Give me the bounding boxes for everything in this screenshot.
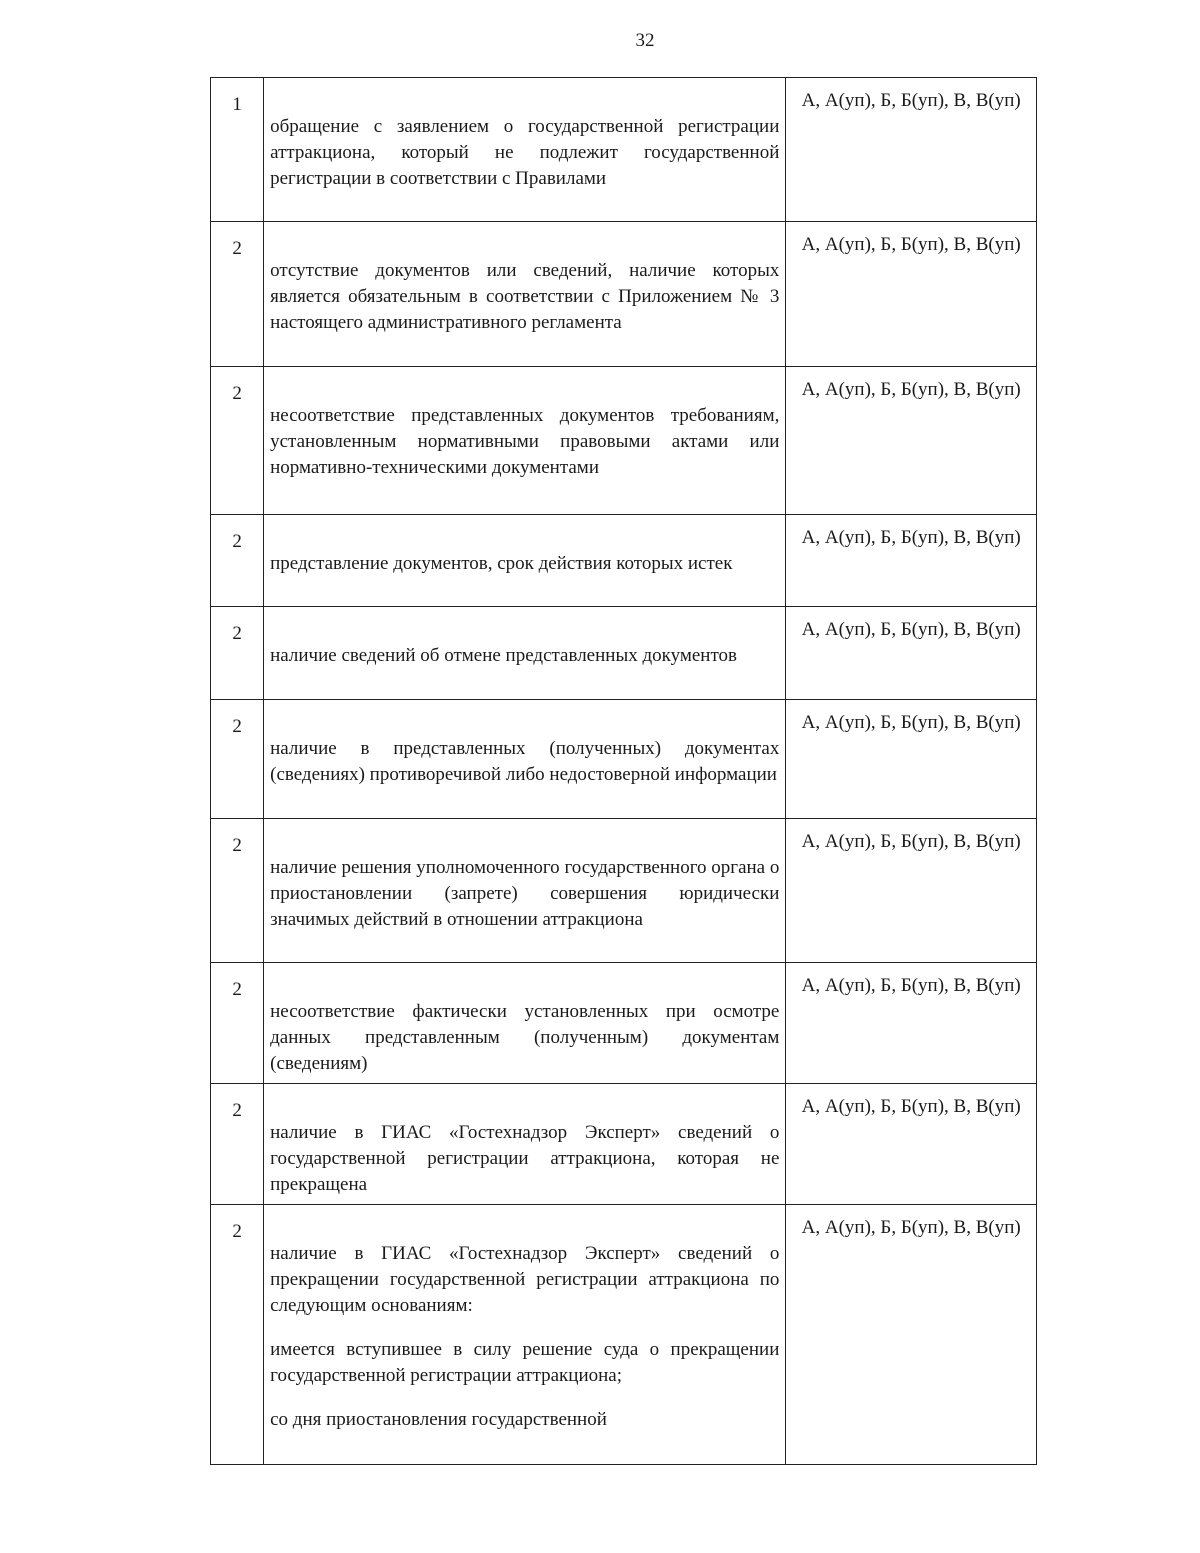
row-paragraph: несоответствие фактически установленных при осмотре данных представленным (полученным) документам (сведениям): [270, 1001, 780, 1074]
row-text: [264, 819, 786, 963]
row-categories: А, А(уп), Б, Б(уп), В, В(уп): [786, 963, 1037, 1084]
grounds-table: [210, 77, 1037, 1465]
row-text: [264, 1084, 786, 1205]
row-number: 2: [211, 515, 264, 607]
row-text: [264, 607, 786, 700]
row-categories: А, А(уп), Б, Б(уп), В, В(уп): [786, 515, 1037, 607]
row-number: 2: [211, 1084, 264, 1205]
row-categories: А, А(уп), Б, Б(уп), В, В(уп): [786, 700, 1037, 819]
table-row: [211, 607, 1037, 700]
row-paragraph: со дня приостановления государственной: [270, 1409, 607, 1430]
row-text: [264, 515, 786, 607]
row-paragraph: наличие в представленных (полученных) документах (сведениях) противоречивой либо недостоверной информации: [270, 738, 780, 785]
row-paragraph: наличие в ГИАС «Гостехнадзор Эксперт» сведений о государственной регистрации аттракциона, которая не прекращена: [270, 1122, 780, 1195]
row-text: [264, 78, 786, 222]
table-row: [211, 1084, 1037, 1205]
row-number: 2: [211, 367, 264, 515]
row-number: 2: [211, 819, 264, 963]
row-paragraph: обращение с заявлением о государственной регистрации аттракциона, который не подлежит государственной регистрации в соответствии с Правилами: [270, 116, 780, 189]
row-number: 2: [211, 222, 264, 367]
row-categories: А, А(уп), Б, Б(уп), В, В(уп): [786, 78, 1037, 222]
table-row: [211, 963, 1037, 1084]
table-row: [211, 1205, 1037, 1465]
row-number: 2: [211, 1205, 264, 1465]
row-number: 1: [211, 78, 264, 222]
table-row: [211, 222, 1037, 367]
row-number: 2: [211, 700, 264, 819]
row-paragraph: несоответствие представленных документов требованиям, установленным нормативными правовыми актами или нормативно-техническими документами: [270, 405, 780, 478]
row-text: [264, 367, 786, 515]
row-categories: А, А(уп), Б, Б(уп), В, В(уп): [786, 1205, 1037, 1465]
row-paragraph: наличие в ГИАС «Гостехнадзор Эксперт» сведений о прекращении государственной регистрации аттракциона по следующим основаниям:: [270, 1243, 780, 1316]
row-text: [264, 963, 786, 1084]
row-categories: А, А(уп), Б, Б(уп), В, В(уп): [786, 607, 1037, 700]
row-number: 2: [211, 963, 264, 1084]
row-paragraph: представление документов, срок действия которых истек: [270, 553, 733, 574]
table-row: [211, 78, 1037, 222]
row-paragraph: отсутствие документов или сведений, наличие которых является обязательным в соответствии с Приложением № 3 настоящего административного регламента: [270, 260, 780, 333]
row-categories: А, А(уп), Б, Б(уп), В, В(уп): [786, 1084, 1037, 1205]
row-text: [264, 700, 786, 819]
row-paragraph: наличие сведений об отмене представленных документов: [270, 645, 737, 666]
row-categories: А, А(уп), Б, Б(уп), В, В(уп): [786, 819, 1037, 963]
row-categories: А, А(уп), Б, Б(уп), В, В(уп): [786, 367, 1037, 515]
row-paragraph: наличие решения уполномоченного государственного органа о приостановлении (запрете) совершения юридически значимых действий в отношении аттракциона: [270, 857, 780, 930]
table-row: [211, 819, 1037, 963]
row-paragraph: имеется вступившее в силу решение суда о прекращении государственной регистрации аттракциона;: [270, 1339, 780, 1386]
table-row: [211, 700, 1037, 819]
row-text: [264, 222, 786, 367]
row-number: 2: [211, 607, 264, 700]
table-row: [211, 515, 1037, 607]
table-body: [211, 78, 1037, 1465]
page-number: 32: [635, 30, 655, 51]
row-text: [264, 1205, 786, 1465]
table-row: [211, 367, 1037, 515]
row-categories: А, А(уп), Б, Б(уп), В, В(уп): [786, 222, 1037, 367]
